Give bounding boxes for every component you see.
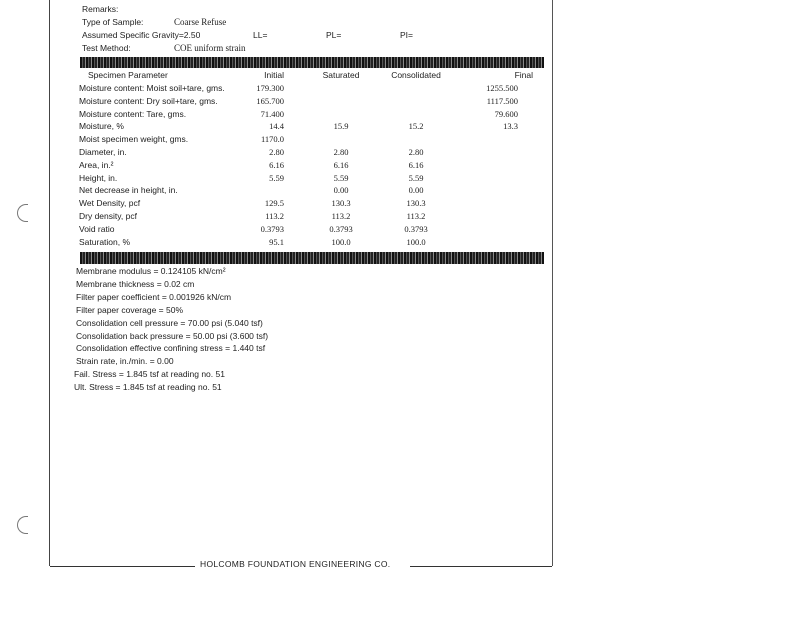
punch-hole-icon <box>17 516 28 534</box>
cell-saturated: 15.9 <box>333 121 349 132</box>
cell-saturated: 130.3 <box>331 198 351 209</box>
header-initial: Initial <box>264 70 284 80</box>
cell-initial: 5.59 <box>269 172 284 183</box>
cell-saturated: 100.0 <box>331 236 351 247</box>
cell-final: 1117.500 <box>486 95 518 106</box>
row-label: Void ratio <box>79 223 115 234</box>
cell-consolidated: 15.2 <box>408 121 424 132</box>
header-parameter: Specimen Parameter <box>88 70 168 80</box>
cell-initial: 165.700 <box>256 95 284 106</box>
right-margin-line <box>552 0 553 566</box>
row-label: Wet Density, pcf <box>79 198 141 209</box>
cell-consolidated: 6.16 <box>408 159 424 170</box>
cell-consolidated: 0.00 <box>408 185 424 196</box>
cell-initial: 1170.0 <box>260 134 284 145</box>
left-margin-line <box>49 0 50 566</box>
row-label: Net decrease in height, in. <box>79 185 178 196</box>
cell-consolidated: 100.0 <box>406 236 426 247</box>
cell-initial: 6.16 <box>269 159 284 170</box>
cell-consolidated: 2.80 <box>408 147 424 157</box>
note-line: Membrane thickness = 0.02 cm <box>76 278 195 289</box>
remarks-label: Remarks: <box>82 4 119 14</box>
row-label: Moisture content: Tare, gms. <box>79 108 187 119</box>
note-line: Consolidation effective confining stress = 1.440 tsf <box>76 343 266 354</box>
row-label: Saturation, % <box>79 236 131 247</box>
header-consolidated: Consolidated <box>391 70 441 80</box>
cell-initial: 14.4 <box>269 121 284 132</box>
note-line: Consolidation cell pressure = 70.00 psi (5.040 tsf) <box>76 317 263 328</box>
cell-saturated: 2.80 <box>333 147 349 157</box>
note-line: Fail. Stress = 1.845 tsf at reading no. 51 <box>74 369 225 380</box>
company-footer: HOLCOMB FOUNDATION ENGINEERING CO. <box>200 559 391 569</box>
row-label: Dry density, pcf <box>79 211 137 221</box>
header-final: Final <box>514 70 533 80</box>
sample-type-label: Type of Sample: <box>82 17 144 27</box>
cell-saturated: 5.59 <box>333 172 349 183</box>
note-line: Membrane modulus = 0.124105 kN/cm² <box>76 266 226 276</box>
row-label: Moisture content: Dry soil+tare, gms. <box>79 95 218 106</box>
cell-initial: 0.3793 <box>260 223 284 234</box>
row-label: Height, in. <box>79 172 118 183</box>
cell-final: 13.3 <box>503 121 518 132</box>
cell-initial: 71.400 <box>260 108 284 119</box>
cell-consolidated: 113.2 <box>406 211 426 221</box>
cell-saturated: 6.16 <box>333 159 349 170</box>
row-label: Moist specimen weight, gms. <box>79 134 189 145</box>
header-saturated: Saturated <box>322 70 360 80</box>
row-label: Moisture, % <box>79 121 124 132</box>
footer-rule-left <box>50 566 195 567</box>
cell-initial: 129.5 <box>264 198 284 209</box>
row-label: Moisture content: Moist soil+tare, gms. <box>79 83 225 93</box>
bottom-divider-bar <box>80 252 544 264</box>
specific-gravity: Assumed Specific Gravity=2.50 <box>82 30 201 40</box>
punch-hole-icon <box>17 204 28 222</box>
note-line: Consolidation back pressure = 50.00 psi (3.600 tsf) <box>76 330 269 341</box>
test-method-label: Test Method: <box>82 43 131 53</box>
row-label: Diameter, in. <box>79 147 127 157</box>
top-divider-bar <box>80 57 544 68</box>
pl-label: PL= <box>326 30 342 40</box>
cell-saturated: 0.3793 <box>329 223 353 234</box>
cell-consolidated: 0.3793 <box>404 223 428 234</box>
note-line: Filter paper coverage = 50% <box>76 304 184 315</box>
note-line: Strain rate, in./min. = 0.00 <box>76 356 174 367</box>
cell-consolidated: 5.59 <box>408 172 424 183</box>
footer-rule-right <box>410 566 552 567</box>
cell-final: 1255.500 <box>486 83 518 93</box>
cell-saturated: 0.00 <box>333 185 349 196</box>
cell-initial: 2.80 <box>269 147 284 157</box>
cell-initial: 113.2 <box>265 211 284 221</box>
note-line: Ult. Stress = 1.845 tsf at reading no. 51 <box>74 382 222 393</box>
note-line: Filter paper coefficient = 0.001926 kN/cm <box>76 291 232 302</box>
test-method-value: COE uniform strain <box>174 43 246 53</box>
cell-saturated: 113.2 <box>331 211 351 221</box>
ll-label: LL= <box>253 30 268 40</box>
row-label: Area, in.² <box>79 159 114 170</box>
cell-initial: 95.1 <box>269 236 284 247</box>
cell-consolidated: 130.3 <box>406 198 426 209</box>
cell-initial: 179.300 <box>256 83 284 93</box>
sample-type-value: Coarse Refuse <box>174 17 227 27</box>
pi-label: PI= <box>400 30 413 40</box>
cell-final: 79.600 <box>494 108 518 119</box>
